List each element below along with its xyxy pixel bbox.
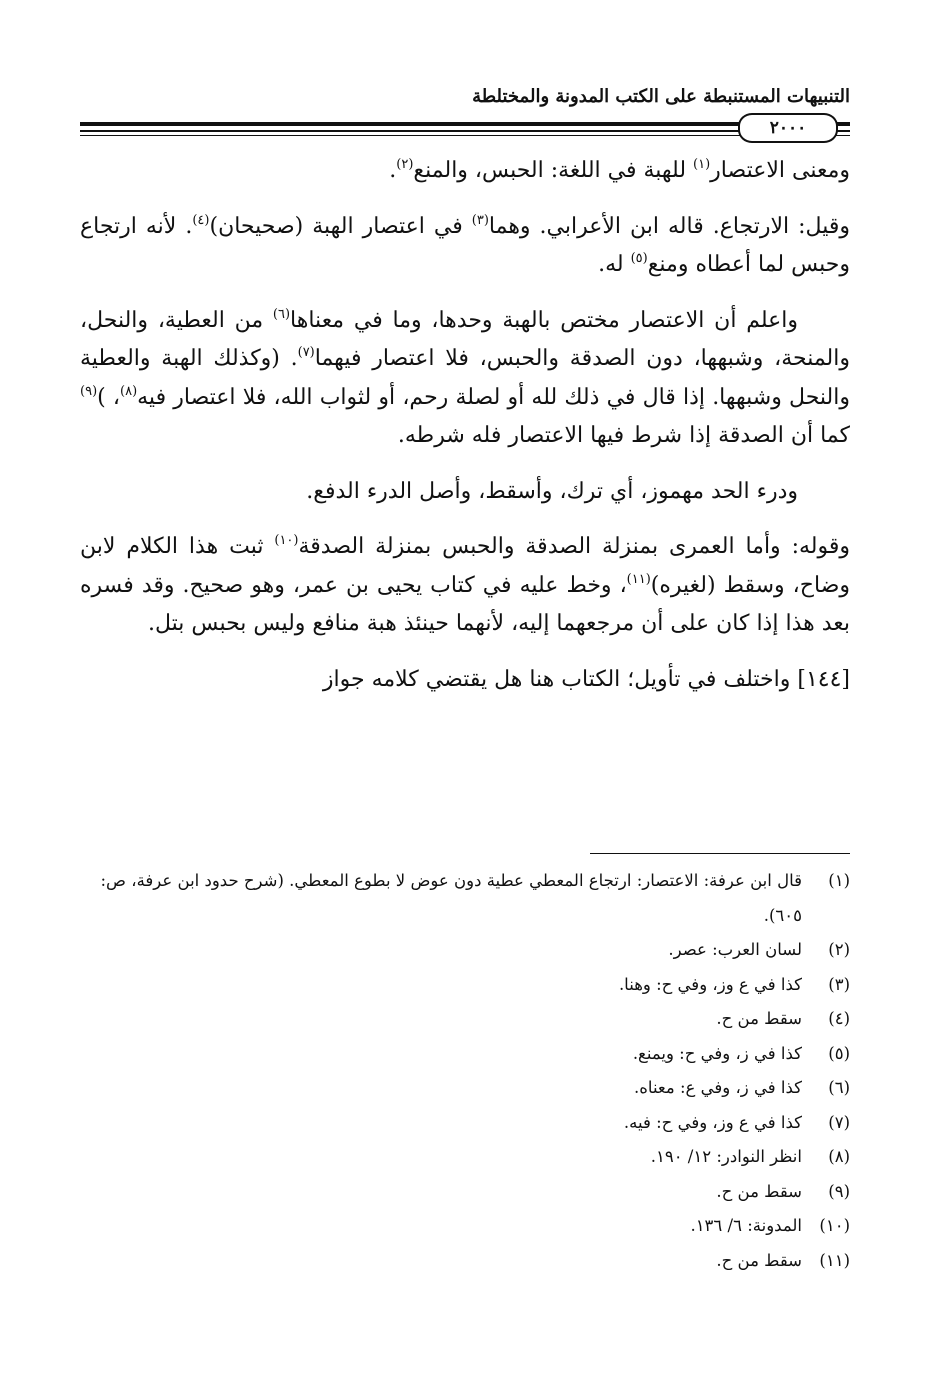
footnote (80, 968, 850, 1003)
text-run: وقيل: الارتجاع. قاله ابن الأعرابي. وهما (488, 213, 850, 239)
footnote (80, 1037, 850, 1072)
footnote-text: المدونة: ٦/ ١٣٦. (690, 1216, 802, 1235)
footnote-separator (590, 853, 850, 854)
text-run: ومعنى الاعتصار (710, 158, 850, 183)
footnote-text: سقط من ح. (716, 1181, 802, 1201)
footnote (80, 1209, 850, 1244)
footnote-number: (١) (828, 871, 850, 890)
footnote-number: (٩) (828, 1181, 850, 1201)
text-run: للهبة في اللغة: الحبس، والمنع (413, 158, 694, 183)
footnote-text: قال ابن عرفة: الاعتصار: ارتجاع المعطي عطية دون عوض لا بطوع المعطي. (شرح حدود ابن عرفة، ص: ٦٠٥). (100, 871, 802, 925)
footnote-marker: (٣) (471, 212, 489, 228)
footnote (80, 1002, 850, 1037)
footnote-marker: (٦) (272, 306, 291, 322)
footnote-number: (٤) (828, 1009, 850, 1028)
footnotes-list (80, 864, 850, 1278)
footnote-text: سقط من ح. (716, 1250, 802, 1270)
footnote-text: سقط من ح. (716, 1009, 802, 1028)
header-rule-medium (80, 130, 850, 132)
footnote (80, 1106, 850, 1141)
footnote-marker: (٤) (192, 212, 210, 228)
paragraph (80, 528, 850, 644)
header-rule-thick (80, 122, 850, 126)
footnote (80, 1244, 850, 1279)
footnote-text: كذا في ع وز، وفي ح: وهنا. (618, 974, 802, 994)
header-rule-thin (80, 135, 850, 136)
main-text (80, 152, 850, 716)
footnote-number: (٥) (828, 1043, 850, 1063)
footnote-number: (٢) (828, 940, 850, 959)
text-run: [١٤٤] واختلف في تأويل؛ الكتاب هنا هل يقتضي كلامه جواز (322, 666, 850, 692)
paragraph (80, 661, 850, 700)
footnote-number: (٣) (828, 974, 850, 994)
text-run: . (وكذلك الهبة والعطية والنحل وشبهها. إذا قال في ذلك لله أو لصلة رحم، أو لثواب الله، فلا اعتصار فيه (80, 346, 850, 410)
footnote (80, 864, 850, 933)
footnote-number: (٧) (828, 1112, 850, 1132)
text-run: في اعتصار الهبة (صحيحان) (209, 213, 472, 239)
footnote-marker: (٩) (80, 383, 98, 399)
footnote-marker: (٢) (396, 157, 414, 172)
footnote-text: كذا في ز، وفي ع: معناه. (634, 1078, 802, 1097)
text-run: من العطية، والنحل، والمنحة، وشبهها، دون الصدقة والحبس، فلا اعتصار فيهما (80, 307, 850, 371)
footnote-number: (١١) (819, 1250, 850, 1270)
text-run: . لأنه ارتجاع وحبس لما أعطاه ومنع (80, 213, 850, 277)
paragraph (80, 208, 850, 285)
footnote-marker: (١٠) (274, 533, 299, 548)
footnote (80, 933, 850, 968)
footnote-number: (٦) (828, 1078, 850, 1097)
footnote-number: (١٠) (819, 1216, 850, 1235)
footnote (80, 1140, 850, 1175)
footnote-marker: (٨) (120, 383, 138, 399)
footnote-marker: (٧) (297, 345, 315, 360)
footnote-marker: (١) (693, 157, 711, 172)
text-run: ثبت هذا الكلام لابن وضاح، وسقط (لغيره) (80, 534, 850, 598)
text-run: كما أن الصدقة إذا شرط فيها الاعتصار فله شرطه. (397, 423, 850, 448)
running-title: التنبيهات المستنبطة على الكتب المدونة والمختلطة (472, 86, 850, 107)
paragraph (80, 473, 850, 512)
footnote-text: لسان العرب: عصر. (668, 940, 802, 959)
page-header (80, 80, 850, 150)
text-run: ، وخط عليه في كتاب يحيى بن عمر، وهو صحيح. وقد فسره بعد هذا إذا كان على أن مرجعهما إليه، لأنهما حينئذ هبة منافع وليس بحبس بتل. (80, 572, 850, 636)
footnote (80, 1175, 850, 1210)
text-run: ، ) (97, 384, 120, 410)
text-run: له. (598, 252, 631, 277)
paragraph (80, 302, 850, 456)
footnote-number: (٨) (828, 1147, 850, 1166)
text-run: ودرء الحد مهموز، أي ترك، وأسقط، وأصل الدرء الدفع. (306, 478, 798, 504)
footnote-marker: (٥) (630, 251, 648, 266)
footnote-text: كذا في ز، وفي ح: ويمنع. (632, 1043, 802, 1063)
text-run: . (389, 158, 397, 183)
page-number: ٢٠٠٠ (738, 113, 838, 143)
footnote-marker: (١١) (626, 571, 651, 587)
footnote (80, 1071, 850, 1106)
text-run: وقوله: وأما العمرى بمنزلة الصدقة والحبس بمنزلة الصدقة (298, 534, 850, 559)
footnote-text: كذا في ع وز، وفي ح: فيه. (623, 1112, 802, 1132)
text-run: واعلم أن الاعتصار مختص بالهبة وحدها، وما في معناها (290, 307, 798, 333)
paragraph (80, 152, 850, 191)
footnote-text: انظر النوادر: ١٢/ ١٩٠. (650, 1147, 802, 1166)
